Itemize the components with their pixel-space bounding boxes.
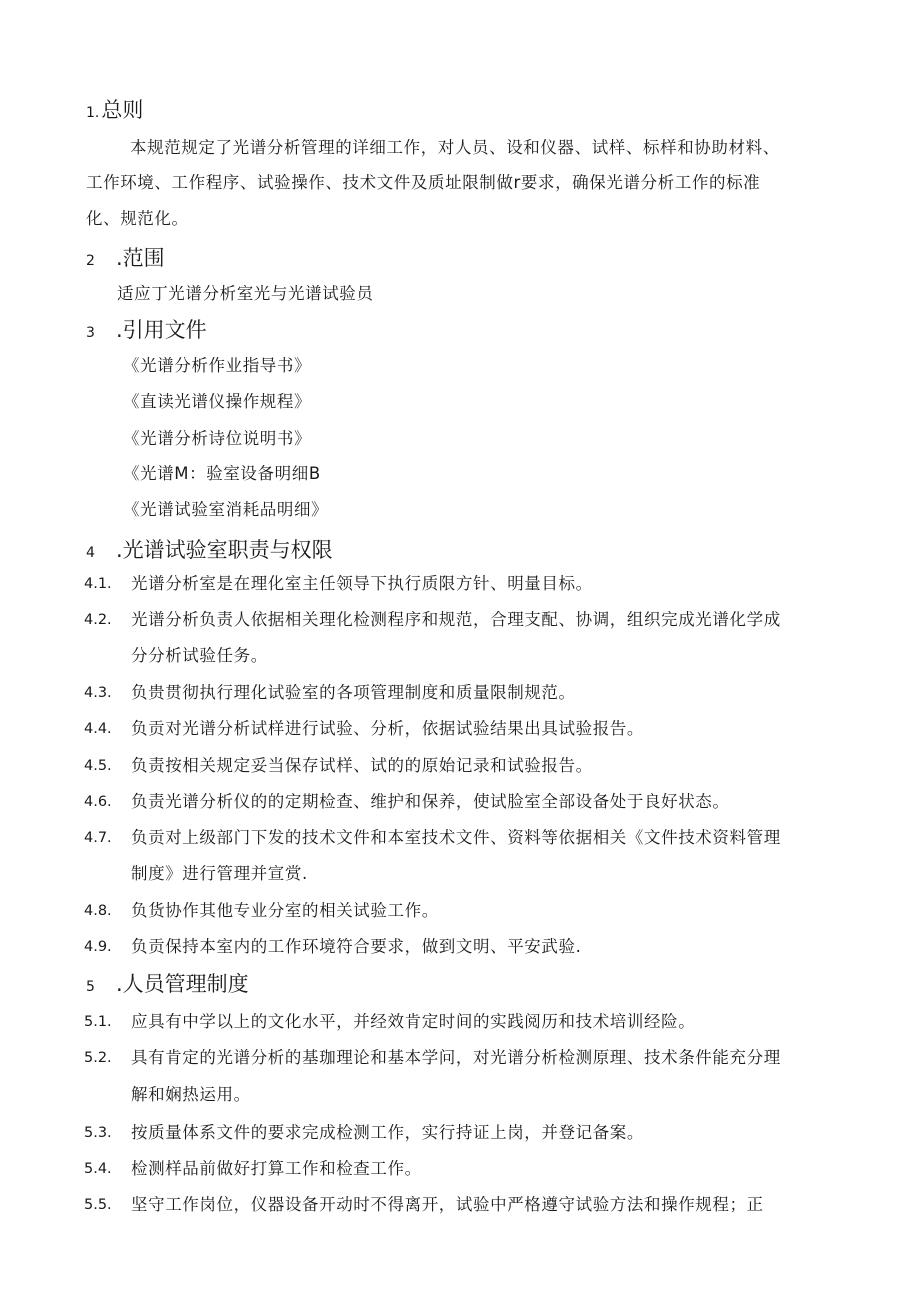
item-number: 4.8. (84, 903, 112, 919)
reference-item: 《光谱M：验室设备明细B (123, 464, 321, 483)
item-text: 负贡保持本室内的工作环境符合要求，做到文明、平安武验. (131, 937, 582, 956)
item-text: 光谱分析室是在理化室主任领导下执行质限方针、明量目标。 (131, 574, 593, 593)
item-number: 5.3. (84, 1125, 112, 1141)
item-number: 4.7. (84, 830, 112, 846)
section-number: 2 (86, 253, 95, 269)
intro-line-2: 工作环境、工作程序、试验操作、技术文件及质址限制做r要求，确保光谱分析工作的标准 (86, 173, 761, 192)
section-heading-5 (86, 970, 249, 1001)
section-title: .引用文件 (116, 318, 207, 342)
intro-line-1: 本规范规定了光谱分析管理的详细工作，对人员、设和仪器、试样、标样和协助材料、 (130, 138, 780, 157)
item-text-continued: 制度》进行管理并宣赏. (131, 864, 308, 883)
item-text: 负贵贯彻执行理化试验室的各项管理制度和质量限制规范。 (131, 683, 576, 702)
item-text: 负责光谱分析仪的的定期检查、维护和保养，使试脸室全部设备处于良好状态。 (131, 792, 730, 811)
scope-text: 适应丁光谱分析室光与光谱试验员 (117, 284, 374, 303)
reference-item: 《直读光谱仪操作规程》 (123, 392, 312, 411)
item-text-continued: 解和娴热运用。 (131, 1085, 251, 1104)
item-number: 4.1. (84, 576, 112, 592)
section-title: .人员管理制度 (116, 972, 249, 996)
section-number: 1. (86, 105, 100, 121)
section-number: 5 (86, 979, 95, 995)
reference-item: 《光谱试验室消耗品明细》 (123, 500, 329, 519)
item-text: 按质量体系文件的要求完成检测工作，实行持证上岗，并登记备案。 (131, 1123, 644, 1142)
section-title: .范围 (116, 246, 165, 270)
item-number: 4.3. (84, 685, 112, 701)
item-number: 5.5. (84, 1197, 112, 1213)
intro-line-3: 化、规范化。 (86, 209, 189, 228)
section-title: .光谱试验室职责与权限 (116, 538, 333, 562)
item-number: 4.9. (84, 939, 112, 955)
section-heading-4 (86, 536, 333, 567)
item-number: 4.4. (84, 721, 112, 737)
item-text: 坚守工作岗位，仪器设备开动时不得离开，试验中严格遵守试验方法和操作规程；正 (131, 1195, 764, 1214)
item-text: 光谱分析负责人依据相关理化检测程序和规范，合理支配、协调，组织完成光谱化学成 (131, 610, 781, 629)
item-text: 检测样品前做好打算工作和检查工作。 (131, 1159, 422, 1178)
section-heading-1 (86, 96, 143, 127)
item-number: 5.1. (84, 1014, 112, 1030)
item-number: 4.6. (84, 794, 112, 810)
item-text: 负货协作其他专业分室的相关试验工作。 (131, 901, 439, 920)
item-text: 负责按相关规定妥当保存试样、试的的原始记录和试验报告。 (131, 756, 593, 775)
reference-item: 《光谱分析诗位说明书》 (123, 429, 312, 448)
section-number: 3 (86, 325, 95, 341)
item-number: 4.2. (84, 612, 112, 628)
section-number: 4 (86, 545, 95, 561)
item-text-continued: 分分析试验任务。 (131, 646, 268, 665)
reference-item: 《光谱分析作业指导书》 (123, 356, 312, 375)
section-title: 总则 (101, 98, 144, 122)
item-text: 具有肯定的光谱分析的基珈理论和基本学问，对光谱分析检测原理、技术条件能充分理 (131, 1048, 781, 1067)
section-heading-2 (86, 244, 165, 275)
item-text: 负贡对光谱分析试样进行试验、分析，依据试验结果出具试验报告。 (131, 719, 644, 738)
item-number: 5.2. (84, 1050, 112, 1066)
item-number: 4.5. (84, 758, 112, 774)
section-heading-3 (86, 316, 207, 347)
item-text: 负贡对上级部门下发的技术文件和本室技术文件、资料等依据相关《文件技术资料管理 (131, 828, 781, 847)
item-text: 应具有中学以上的文化水平，并经效肯定时间的实践阅历和技术培训经险。 (131, 1012, 696, 1031)
item-number: 5.4. (84, 1161, 112, 1177)
